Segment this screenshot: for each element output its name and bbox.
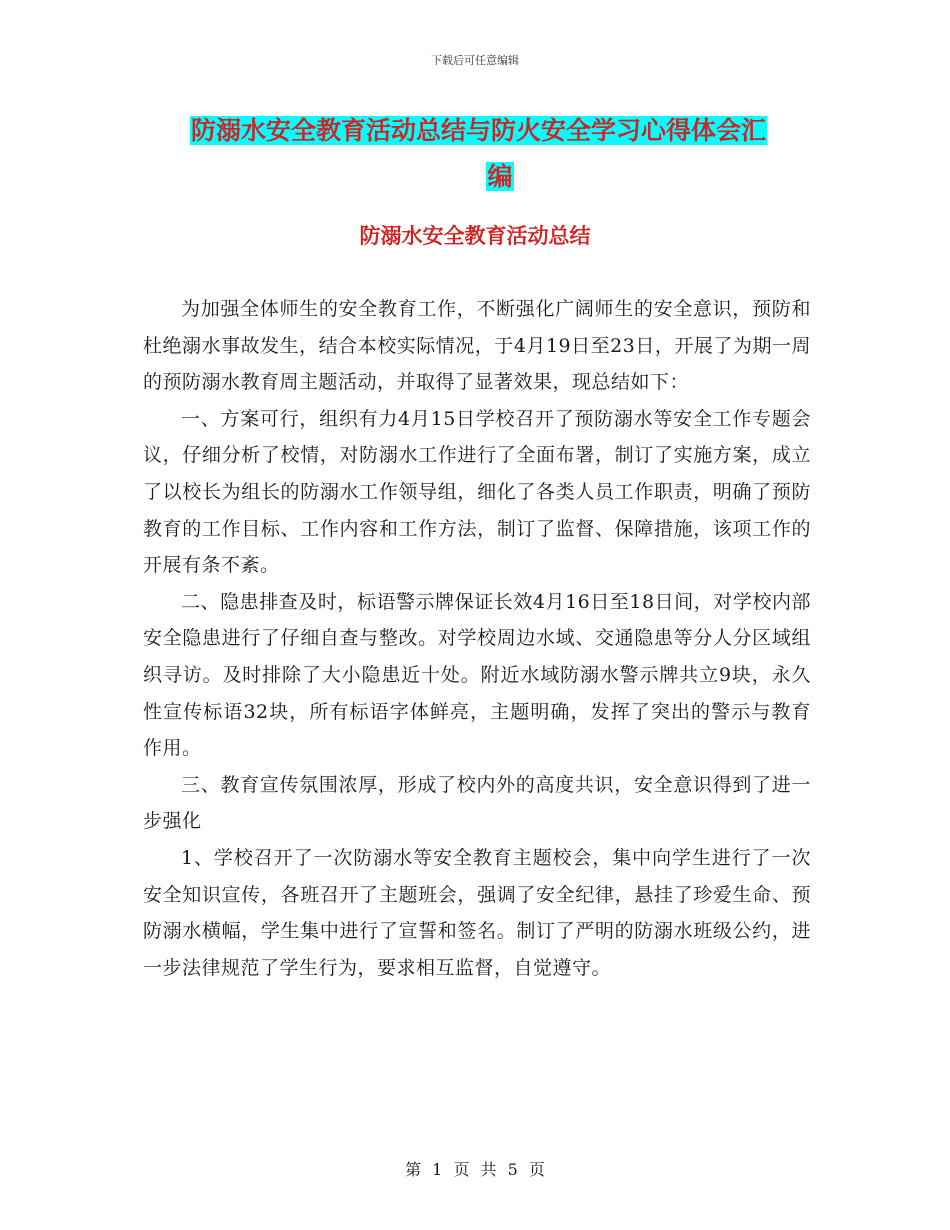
paragraph: 二、隐患排查及时，标语警示牌保证长效4月16日至18日间，对学校内部安全隐患进行了仔细自查与整改。对学校周边水域、交通隐患等分人分区域组织寻访。及时排除了大小隐患近十处。附近水域防溺水警示牌共立9块，永久性宣传标语32块，所有标语字体鲜亮，主题明确，发挥了突出的警示与教育作用。 <box>143 590 811 760</box>
title-highlight: 防溺水安全教育活动总结与防火安全学习心得体会汇 <box>191 116 767 145</box>
paragraph: 一、方案可行，组织有力4月15日学校召开了预防溺水等安全工作专题会议，仔细分析了校情，对防溺水工作进行了全面布署，制订了实施方案，成立了以校长为组长的防溺水工作领导组，细化了各类人员工作职责，明确了预防教育的工作目标、工作内容和工作方法，制订了监督、保障措施，该项工作的开展有条不紊。 <box>143 407 811 577</box>
document-body <box>143 291 811 986</box>
title-highlight: 编 <box>487 162 513 191</box>
document-title-line-1 <box>190 108 810 154</box>
page-header-note: 下载后可任意编辑 <box>431 54 519 67</box>
section-title: 防溺水安全教育活动总结 <box>359 224 591 248</box>
paragraph: 1、学校召开了一次防溺水等安全教育主题校会，集中向学生进行了一次安全知识宣传，各班召开了主题班会，强调了安全纪律，悬挂了珍爱生命、预防溺水横幅，学生集中进行了宣誓和签名。制订了严明的防溺水班级公约，进一步法律规范了学生行为，要求相互监督，自觉遵守。 <box>143 846 811 979</box>
paragraph: 为加强全体师生的安全教育工作，不断强化广阔师生的安全意识，预防和杜绝溺水事故发生，结合本校实际情况，于4月19日至23日，开展了为期一周的预防溺水教育周主题活动，并取得了显著效果，现总结如下： <box>143 298 811 394</box>
page-footer: 第 1 页 共 5 页 <box>405 1160 545 1179</box>
document-title-line-2 <box>190 154 810 200</box>
document-title <box>190 108 810 200</box>
paragraph: 三、教育宣传氛围浓厚，形成了校内外的高度共识，安全意识得到了进一步强化 <box>143 773 811 833</box>
